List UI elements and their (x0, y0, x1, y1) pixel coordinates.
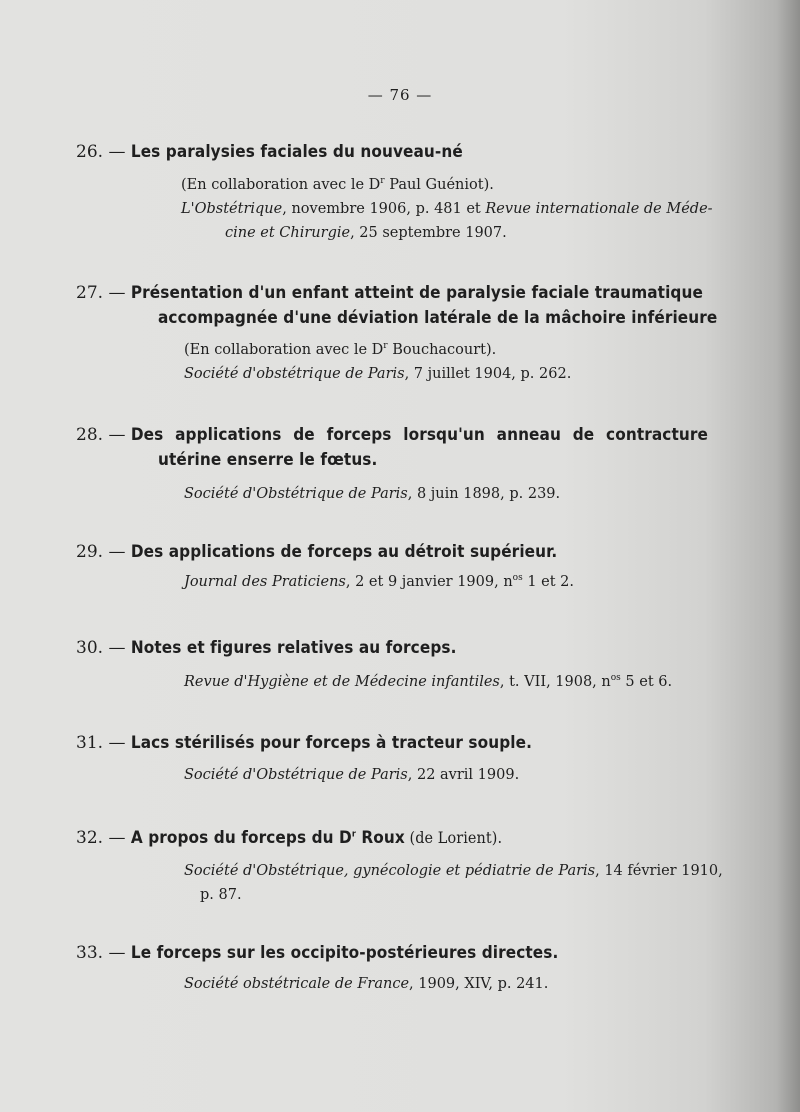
journal-name: Société d'obstétrique de Paris (184, 366, 405, 382)
bibliography-entry-33 (76, 941, 726, 996)
entry-reference: Société d'Obstétrique de Paris, 22 avril 1909. (184, 767, 520, 783)
entry-reference: Société obstétricale de France, 1909, XIV, p. 241. (184, 976, 549, 992)
entry-title: Lacs stérilisés pour forceps à tracteur souple. (130, 733, 532, 753)
entry-reference: Société d'Obstétrique, gynécologie et pédiatrie de Paris, 14 février 1910, p. 87. (184, 863, 723, 903)
journal-name: Société d'Obstétrique de Paris (184, 486, 408, 502)
entry-reference: (En collaboration avec le $D^r$ Bouchacourt). Société d'obstétrique de Paris, 7 juillet 1904, p. 262. (184, 341, 572, 382)
entry-title: A propos du forceps du $D^r$ Roux (de Lorient). (130, 828, 503, 848)
entry-reference: (En collaboration avec le $D^r$ Paul Guéniot). L'Obstétrique, novembre 1906, p. 481 et Revue internationale de Méde- cine et Chirurgie, 25 septembre 1907. (181, 176, 713, 241)
entry-number: 28. — (76, 425, 131, 445)
entry-title: Notes et figures relatives au forceps. (130, 638, 457, 658)
journal-name: Société d'Obstétrique de Paris (184, 767, 408, 783)
journal-name: Journal des Praticiens (184, 574, 346, 590)
bibliography-entry-30 (76, 636, 726, 694)
entry-reference: Société d'Obstétrique de Paris, 8 juin 1898, p. 239. (184, 486, 561, 502)
entry-title-line-2: accompagnée d'une déviation latérale de la mâchoire inférieure (158, 308, 718, 328)
journal-name: Revue d'Hygiène et de Médecine infantiles (184, 674, 500, 690)
bibliography-entry-28 (76, 423, 726, 506)
entry-number: 26. — (76, 142, 131, 162)
bibliography-entry-29 (76, 540, 726, 594)
entry-title: Les paralysies faciales du nouveau-né (130, 142, 463, 162)
entry-number: 31. — (76, 733, 131, 753)
journal-name: Société d'Obstétrique, gynécologie et pédiatrie de Paris (184, 863, 596, 879)
entry-number: 27. — (76, 283, 131, 303)
bibliography-entry-26 (76, 140, 726, 245)
entry-number: 29. — (76, 542, 131, 562)
entry-number: 32. — (76, 828, 131, 848)
journal-name: L'Obstétrique (181, 201, 283, 217)
bibliography-entry-31 (76, 731, 726, 787)
entry-title-line-2: utérine enserre le fœtus. (158, 450, 378, 470)
bibliography-entry-32 (76, 825, 726, 907)
entry-number: 30. — (76, 638, 131, 658)
entry-reference: Journal des Praticiens, 2 et 9 janvier 1909, $n^{os}$ 1 et 2. (184, 573, 575, 590)
entry-title: Des applications de forceps lorsqu'un anneau de contracture (130, 425, 708, 445)
bibliography-entry-27 (76, 281, 726, 386)
page-number: — 76 — (367, 86, 433, 104)
journal-name: Société obstétricale de France (184, 976, 410, 992)
entry-title: Présentation d'un enfant atteint de paralysie faciale traumatique (130, 283, 703, 303)
entry-reference: Revue d'Hygiène et de Médecine infantiles, t. VII, 1908, $n^{os}$ 5 et 6. (184, 673, 673, 690)
entry-title: Des applications de forceps au détroit supérieur. (130, 542, 558, 562)
entry-number: 33. — (76, 943, 131, 963)
entry-title: Le forceps sur les occipito-postérieures directes. (130, 943, 559, 963)
journal-name-2: Revue internationale de Méde- (485, 201, 713, 217)
